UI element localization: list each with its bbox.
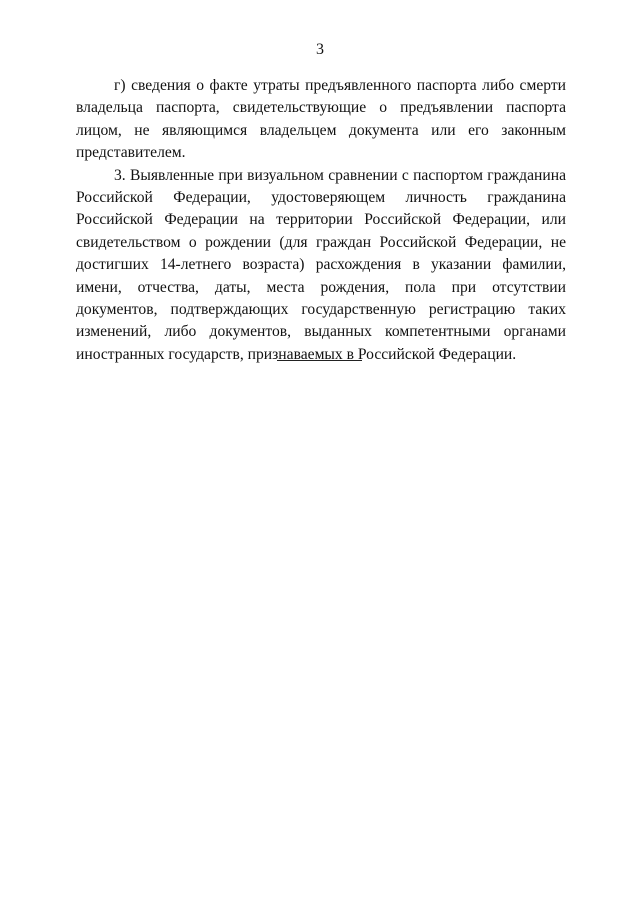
page-number: 3: [316, 41, 324, 58]
paragraph-item-g: г) сведения о факте утраты предъявленного паспорта либо смерти владельца паспорта, свидетельствующие о предъявлении паспорта лицом, не являющимся владельцем документа или его законным представителем.: [76, 77, 566, 162]
document-body: [76, 75, 566, 366]
end-separator-line: [277, 360, 362, 361]
paragraph-item-3: 3. Выявленные при визуальном сравнении с паспортом гражданина Российской Федерации, удостоверяющем личность гражданина Российской Федерации на территории Российской Федерации, или свидетельством о рождении (для граждан Российской Федерации, не достигших 14-летнего возраста) расхождения в указании фамилии, имени, отчества, даты, места рождения, пола при отсутствии документов, подтверждающих государственную регистрацию таких изменений, либо документов, выданных компетентными органами иностранных государств, признаваемых в Российской Федерации.: [76, 166, 566, 363]
